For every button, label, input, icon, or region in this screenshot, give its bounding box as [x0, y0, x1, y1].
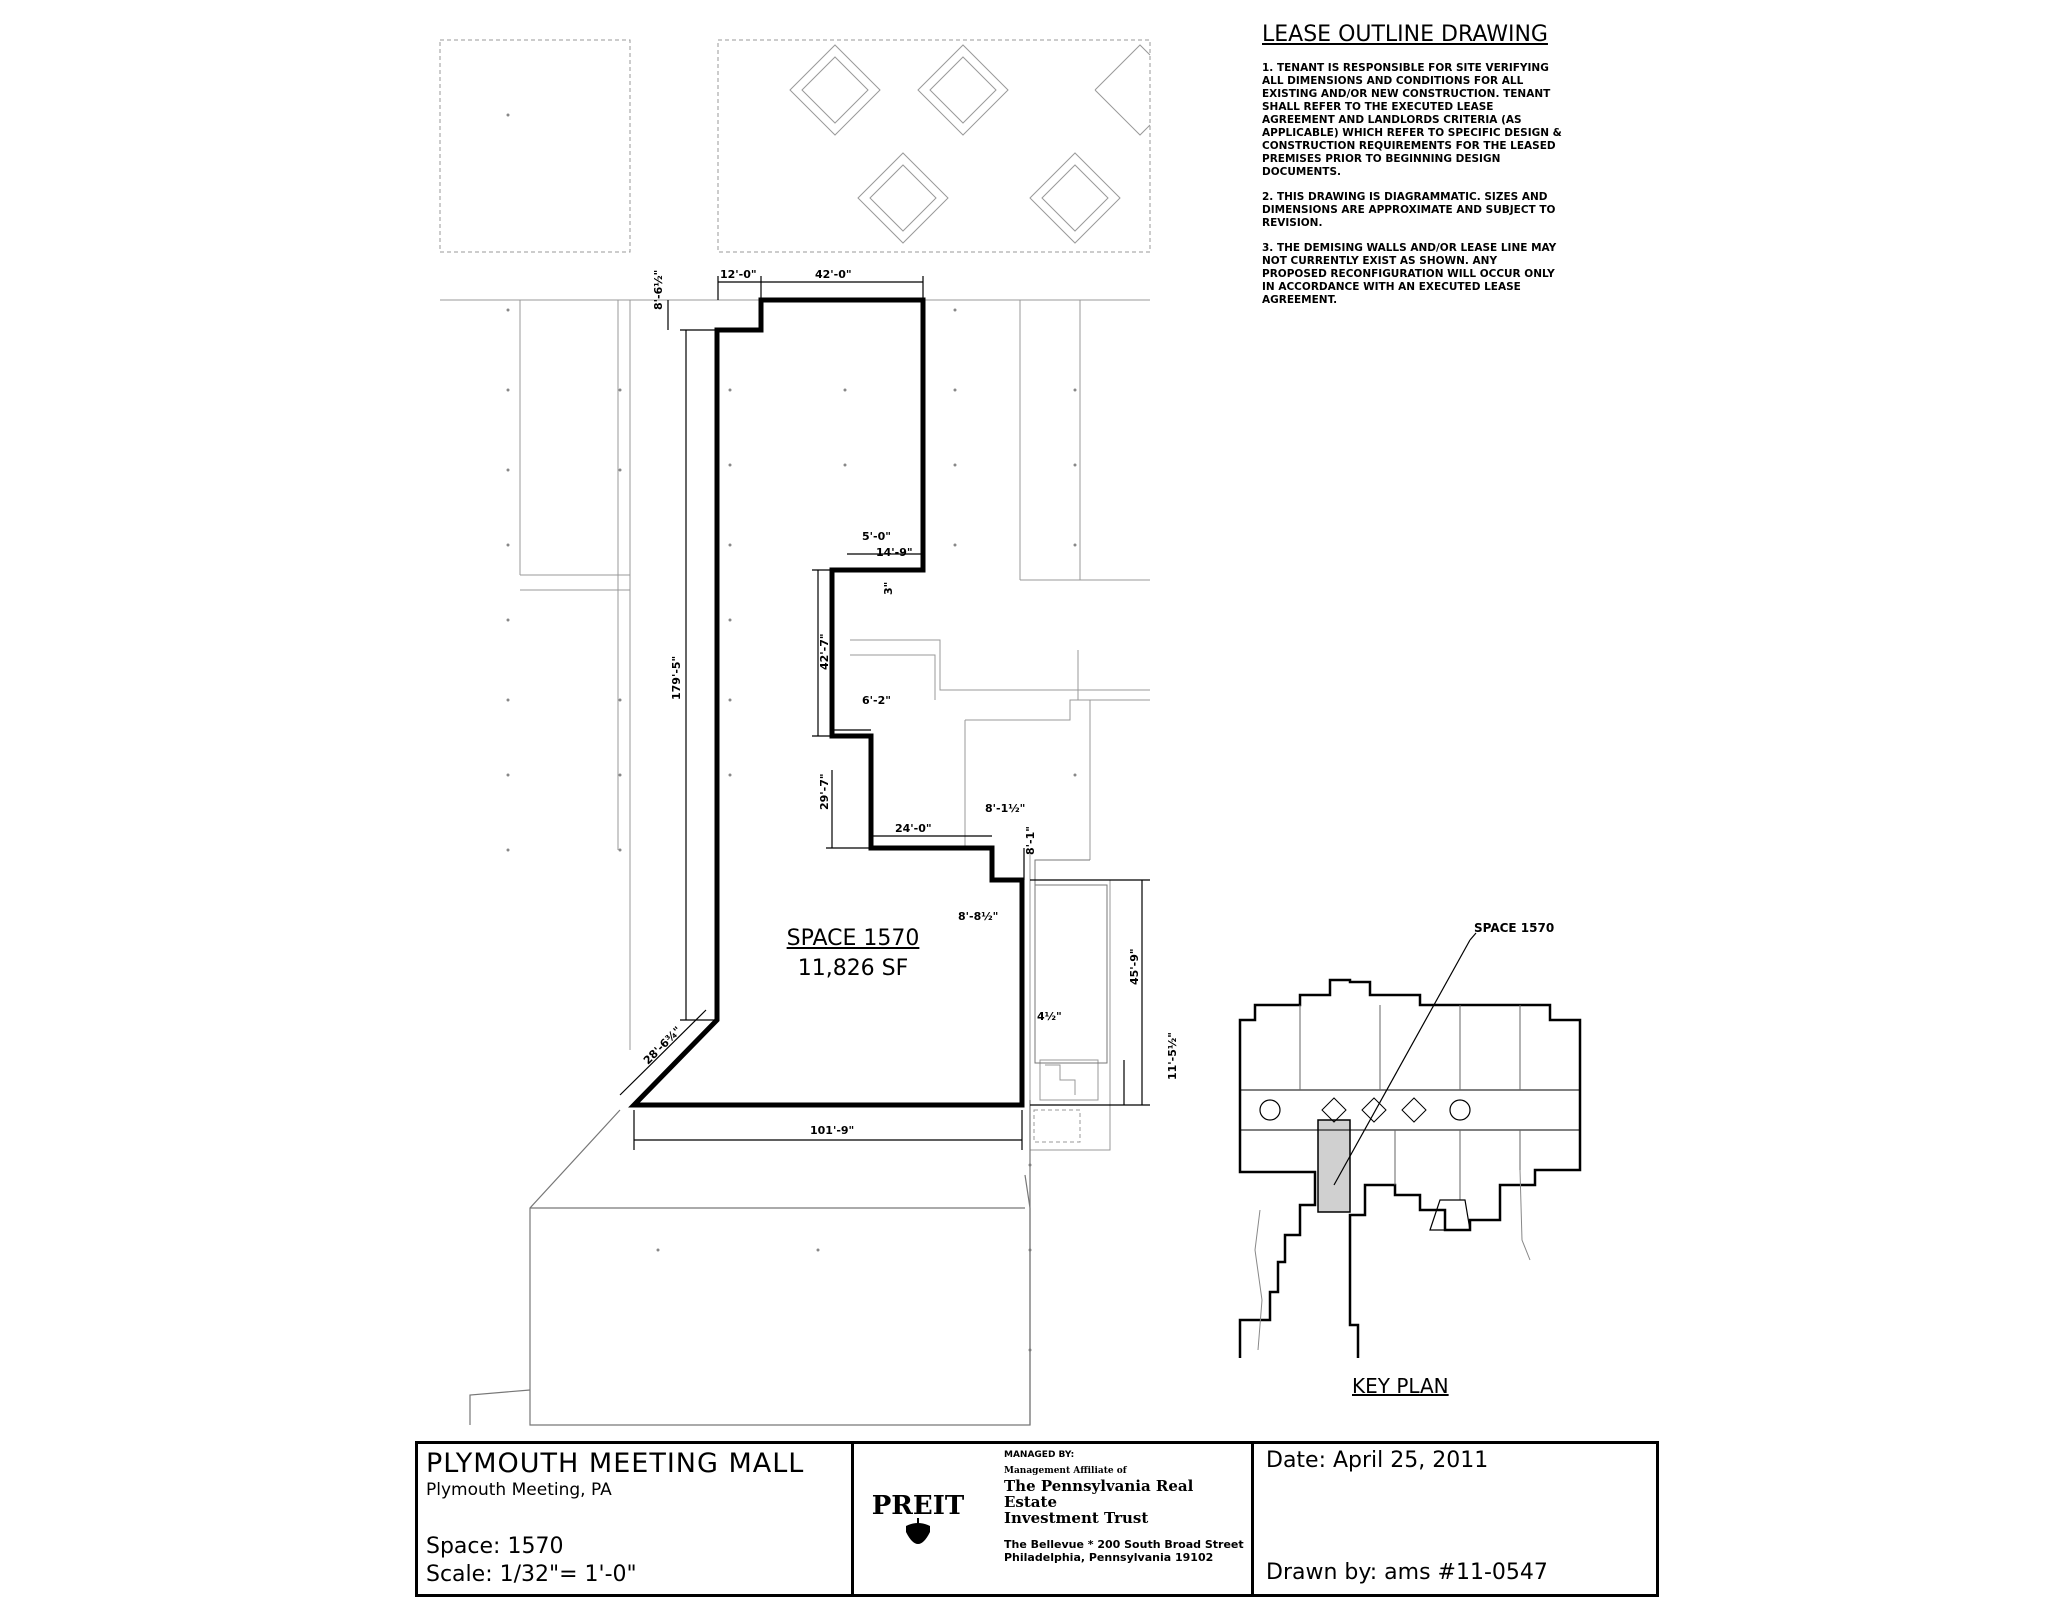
space-name: SPACE 1570 — [786, 926, 920, 951]
note-3: 3. THE DEMISING WALLS AND/OR LEASE LINE MAY NOT CURRENTLY EXIST AS SHOWN. ANY PROPOSED RECONFIGURATION WILL OCCUR ONLY IN ACCORDANCE WITH AN EXECUTED LEASE AGREEMENT. — [1262, 242, 1557, 306]
dim-mid-vert: 42'-7" — [818, 633, 831, 670]
project-location: Plymouth Meeting, PA — [426, 1480, 612, 1500]
manager-cell — [854, 1444, 1254, 1594]
project-name: PLYMOUTH MEETING MALL — [426, 1448, 805, 1479]
dim-notch-a: 5'-0" — [862, 530, 891, 543]
note-1: 1. TENANT IS RESPONSIBLE FOR SITE VERIFYING ALL DIMENSIONS AND CONDITIONS FOR ALL EXISTING AND/OR NEW CONSTRUCTION. TENANT SHALL REFER TO THE EXECUTED LEASE AGREEMENT AND LANDLORDS CRITERIA (AS APPLICABLE) WHICH REFER TO SPECIFIC DESIGN & CONSTRUCTION REQUIREMENTS FOR THE LEASED PREMISES PRIOR TO BEGINNING DESIGN DOCUMENTS. — [1262, 62, 1562, 178]
dim-diag: 28'-6¾" — [640, 1023, 685, 1068]
dim-left-small: 8'-6½" — [652, 269, 665, 310]
project-cell — [418, 1444, 854, 1594]
dim-top: 42'-0" — [815, 268, 852, 281]
affiliate-label: Management Affiliate of — [1004, 1466, 1127, 1476]
dim-notch-c: 3" — [882, 581, 895, 595]
key-plan-title: KEY PLAN — [1352, 1374, 1449, 1398]
firm-address — [1004, 1538, 1244, 1564]
lower-building — [470, 1100, 1030, 1425]
drawing-date: Date: April 25, 2011 — [1266, 1448, 1489, 1473]
dimension-labels — [641, 268, 1179, 1137]
dim-right-b: 11'-5½" — [1166, 1031, 1179, 1080]
lease-outline — [634, 300, 1022, 1105]
firm-line-1: The Pennsylvania Real Estate — [1004, 1477, 1194, 1511]
logo-text: PREIT — [871, 1491, 965, 1521]
dim-step-vert: 29'-7" — [818, 773, 831, 810]
key-plan — [1240, 933, 1580, 1358]
space-area: 11,826 SF — [797, 956, 909, 981]
dim-right-small: 4½" — [1037, 1010, 1062, 1023]
dim-notch-b: 14'-9" — [876, 546, 913, 559]
firm-line-2: Investment Trust — [1004, 1509, 1149, 1527]
right-context — [1035, 860, 1107, 1063]
dim-step-e: 8'-8½" — [958, 910, 999, 923]
space-label — [778, 924, 928, 984]
dim-step-a: 6'-2" — [862, 694, 891, 707]
date-cell — [1254, 1444, 1656, 1594]
firm-name — [1004, 1478, 1251, 1526]
dim-right-vert: 45'-9" — [1128, 948, 1141, 985]
dim-step-b: 24'-0" — [895, 822, 932, 835]
note-2: 2. THIS DRAWING IS DIAGRAMMATIC. SIZES AND DIMENSIONS ARE APPROXIMATE AND SUBJECT TO REVISION. — [1262, 191, 1556, 229]
dim-step-c: 8'-1½" — [985, 802, 1026, 815]
dim-top-left: 12'-0" — [720, 268, 757, 281]
notes-block — [1262, 62, 1562, 319]
space-number: Space: 1570 — [426, 1534, 564, 1559]
address-line-2: Philadelphia, Pennsylvania 19102 — [1004, 1551, 1214, 1564]
title-block — [415, 1441, 1659, 1597]
dim-left-long: 179'-5" — [670, 655, 683, 700]
address-line-1: The Bellevue * 200 South Broad Street — [1004, 1538, 1244, 1551]
dim-step-d: 8'-1" — [1024, 826, 1037, 855]
drawing-title: LEASE OUTLINE DRAWING — [1262, 22, 1548, 47]
dim-bottom: 101'-9" — [810, 1124, 855, 1137]
drawing-scale: Scale: 1/32"= 1'-0" — [426, 1562, 637, 1587]
key-plan-callout: SPACE 1570 — [1474, 921, 1555, 935]
managed-by-label: MANAGED BY: — [1004, 1450, 1075, 1460]
drawn-by: Drawn by: ams #11-0547 — [1266, 1560, 1548, 1585]
